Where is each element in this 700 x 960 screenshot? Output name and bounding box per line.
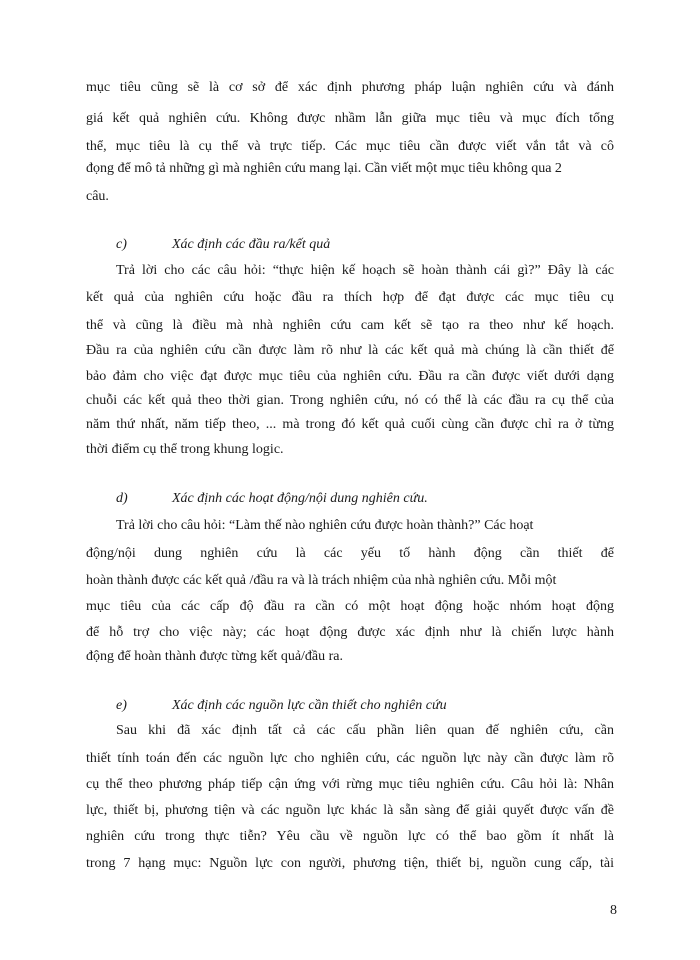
intro-line: thể, mục tiêu là cụ thể và trực tiếp. Các mục tiêu cần được viết vắn tắt và cô (86, 139, 614, 154)
section-e-heading: Xác định các nguồn lực cần thiết cho nghiên cứu (172, 698, 447, 713)
section-c-line: Trả lời cho các câu hỏi: “thực hiện kế hoạch sẽ hoàn thành cái gì?” Đây là các (116, 263, 614, 278)
section-c-heading: Xác định các đầu ra/kết quả (172, 237, 331, 252)
section-c-label: c) (116, 237, 127, 252)
section-d-heading: Xác định các hoạt động/nội dung nghiên cứu. (172, 491, 428, 506)
intro-line: giá kết quả nghiên cứu. Không được nhầm lẫn giữa mục tiêu và mục đích tổng (86, 111, 614, 126)
section-e-line: cụ thể theo phương pháp tiếp cận ứng với rừng mục tiêu nghiên cứu. Câu hỏi là: Nhân (86, 777, 614, 792)
section-e-line: Sau khi đã xác định tất cả các cấu phần liên quan đế nghiên cứu, cần (116, 723, 614, 738)
section-e-label: e) (116, 698, 127, 713)
intro-line: đọng để mô tả những gì mà nghiên cứu mang lại. Cần viết một mục tiêu không qua 2 (86, 161, 562, 176)
section-c-line: thể và cũng là điều mà nhà nghiên cứu cam kết sẽ tạo ra theo như kế hoạch. (86, 318, 614, 333)
section-e-line: lực, thiết bị, phương tiện và các nguồn lực khác là sẵn sàng để giải quyết được vấn đề (86, 803, 614, 818)
section-d-line: mục tiêu của các cấp độ đầu ra cần có một hoạt động hoặc nhóm hoạt động (86, 599, 614, 614)
section-c-line: thời điểm cụ thể trong khung logic. (86, 442, 284, 457)
section-c-line: Đầu ra của nghiên cứu cần được làm rõ như là các kết quả mà chúng là cần thiết để (86, 343, 614, 358)
section-c-line: chuỗi các kết quả theo thời gian. Trong nghiên cứu, nó có thể là các đầu ra cụ thể của (86, 393, 614, 408)
intro-line: mục tiêu cũng sẽ là cơ sở để xác định phương pháp luận nghiên cứu và đánh (86, 80, 614, 95)
section-e-line: nghiên cứu trong thực tiễn? Yêu cầu về nguồn lực có thể bao gồm ít nhất là (86, 829, 614, 844)
section-c-line: kết quả của nghiên cứu hoặc đầu ra thích hợp để đạt được các mục tiêu cụ (86, 290, 614, 305)
page-number: 8 (610, 903, 617, 918)
section-d-line: Trả lời cho câu hỏi: “Làm thế nào nghiên cứu được hoàn thành?” Các hoạt (116, 518, 534, 533)
section-d-line: để hỗ trợ cho việc này; các hoạt động được xác định như là chiến lược hành (86, 625, 614, 640)
section-d-line: hoàn thành được các kết quả /đầu ra và là trách nhiệm của nhà nghiên cứu. Mỗi một (86, 573, 557, 588)
section-d-line: động để hoàn thành được từng kết quả/đầu ra. (86, 649, 344, 664)
section-c-line: năm thứ nhất, năm tiếp theo, ... mà trong đó kết quả cuối cùng cần được chỉ ra ở từng (86, 417, 614, 432)
section-d-line: động/nội dung nghiên cứu là các yếu tố hành động cần thiết để (86, 546, 614, 561)
section-d-label: d) (116, 491, 128, 506)
intro-line: câu. (86, 189, 109, 204)
section-e-line: thiết tính toán đến các nguồn lực cho nghiên cứu, các nguồn lực này cần được làm rõ (86, 751, 614, 766)
section-c-line: bảo đảm cho việc đạt được mục tiêu của nghiên cứu. Đầu ra cần được viết dưới dạng (86, 369, 614, 384)
section-e-line: trong 7 hạng mục: Nguồn lực con người, phương tiện, thiết bị, nguồn cung cấp, tài (86, 856, 614, 871)
